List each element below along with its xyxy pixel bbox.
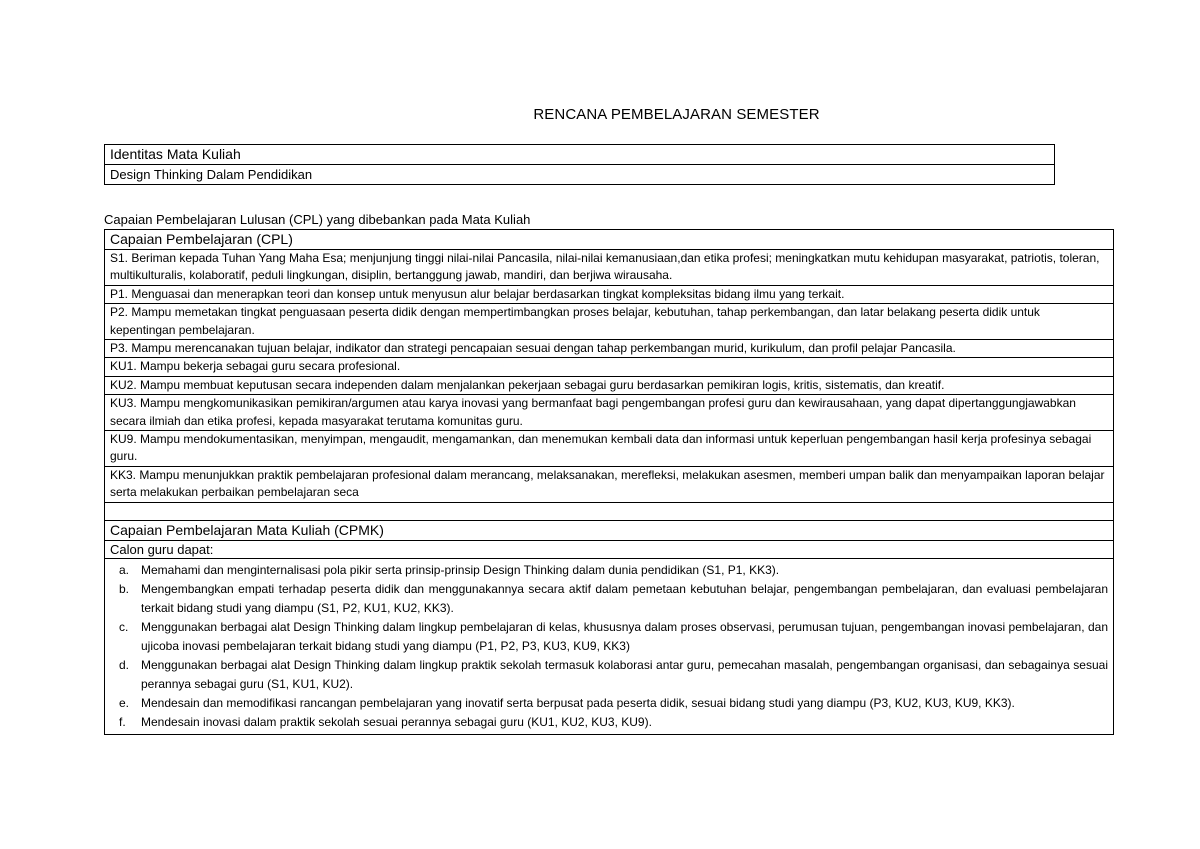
cpl-caption: Capaian Pembelajaran Lulusan (CPL) yang dibebankan pada Mata Kuliah xyxy=(104,212,531,227)
cpl-item-p1: P1. Menguasai dan menerapkan teori dan konsep untuk menyusun alur belajar berdasarkan tingkat kompleksitas bidang ilmu yang terkait. xyxy=(105,285,1114,303)
cpl-item-ku2: KU2. Mampu membuat keputusan secara independen dalam menjalankan pekerjaan sebagai guru berdasarkan pemikiran logis, kritis, sistematis, dan kreatif. xyxy=(105,376,1114,394)
cpmk-item-c xyxy=(109,618,1108,656)
cpl-item-ku9: KU9. Mampu mendokumentasikan, menyimpan, mengaudit, mengamankan, dan menemukan kembali data dan informasi untuk keperluan pengembangan hasil kerja profesinya sebagai guru. xyxy=(105,431,1114,467)
cpl-item-kk3: KK3. Mampu menunjukkan praktik pembelajaran profesional dalam merancang, melaksanakan, merefleksi, melakukan asesmen, memberi umpan balik dan menyampaikan laporan belajar serta melakukan perbaikan pembelajaran seca xyxy=(105,466,1114,502)
cpmk-text: Mendesain inovasi dalam praktik sekolah sesuai perannya sebagai guru (KU1, KU2, KU3, KU9). xyxy=(141,714,652,729)
cpmk-text: Mendesain dan memodifikasi rancangan pembelajaran yang inovatif serta berpusat pada peserta didik, sesuai bidang studi yang diampu (P3, KU2, KU3, KU9, KK3). xyxy=(141,695,1015,710)
document-title: RENCANA PEMBELAJARAN SEMESTER xyxy=(533,106,820,123)
cpmk-text: Menggunakan berbagai alat Design Thinking dalam lingkup pembelajaran di kelas, khususnya dalam proses observasi, perumusan tujuan, pengembangan inovasi pembelajaran, dan ujicoba inovasi pembelajaran terkait bidang studi yang diampu (P1, P2, P3, KU3, KU9, KK3) xyxy=(141,619,1108,653)
cpmk-letter: a. xyxy=(119,562,130,577)
cpmk-header: Capaian Pembelajaran Mata Kuliah (CPMK) xyxy=(105,520,1114,540)
empty-row xyxy=(105,502,1114,520)
cpmk-item-d xyxy=(109,656,1108,694)
cpmk-letter: f. xyxy=(119,714,126,729)
cpl-item-s1: S1. Beriman kepada Tuhan Yang Maha Esa; menjunjung tinggi nilai-nilai Pancasila, nilai-nilai kemanusiaan,dan etika profesi; meningkatkan mutu kehidupan masyarakat, patriotis, toleran, multikulturalis, kolaboratif, peduli lingkungan, disiplin, bertanggung jawab, mandiri, dan berjiwa wirausaha. xyxy=(105,250,1114,286)
identitas-header: Identitas Mata Kuliah xyxy=(105,145,1055,165)
cpmk-letter: c. xyxy=(119,619,129,634)
cpl-item-ku1: KU1. Mampu bekerja sebagai guru secara profesional. xyxy=(105,358,1114,376)
cpmk-list xyxy=(105,558,1114,734)
cpmk-item-a xyxy=(109,561,1108,580)
cpmk-text: Mengembangkan empati terhadap peserta didik dan menggunakannya secara aktif dalam pemetaan kebutuhan belajar, pengembangan pembelajaran, dan evaluasi pembelajaran terkait bidang studi yang diampu (S1, P2, KU1, KU2, KK3). xyxy=(141,581,1108,615)
cpmk-item-f xyxy=(109,713,1108,732)
cpmk-text: Memahami dan menginternalisasi pola pikir serta prinsip-prinsip Design Thinking dalam dunia pendidikan (S1, P1, KK3). xyxy=(141,562,780,577)
cpl-header: Capaian Pembelajaran (CPL) xyxy=(105,230,1114,250)
cpmk-text: Menggunakan berbagai alat Design Thinking dalam lingkup praktik sekolah termasuk kolaborasi antar guru, pemecahan masalah, pengembangan organisasi, dan sebagainya sesuai perannya sebagai guru (S1, KU1, KU2). xyxy=(141,657,1108,691)
cpmk-letter: d. xyxy=(119,657,130,672)
cpl-item-p2: P2. Mampu memetakan tingkat penguasaan peserta didik dengan mempertimbangkan proses belajar, kebutuhan, tahap perkembangan, dan latar belakang peserta didik untuk kepentingan pembelajaran. xyxy=(105,304,1114,340)
cpl-item-ku3: KU3. Mampu mengkomunikasikan pemikiran/argumen atau karya inovasi yang bermanfaat bagi pengembangan profesi guru dan kewirausahaan, yang dapat dipertanggungjawabkan secara ilmiah dan etika profesi, kepada masyarakat terutama komunitas guru. xyxy=(105,395,1114,431)
cpl-item-p3: P3. Mampu merencanakan tujuan belajar, indikator dan strategi pencapaian sesuai dengan tahap perkembangan murid, kurikulum, dan profil pelajar Pancasila. xyxy=(105,340,1114,358)
identitas-table xyxy=(104,144,1055,185)
cpmk-letter: e. xyxy=(119,695,130,710)
cpl-table xyxy=(104,229,1114,735)
course-name: Design Thinking Dalam Pendidikan xyxy=(105,165,1055,185)
cpmk-item-e xyxy=(109,694,1108,713)
cpmk-letter: b. xyxy=(119,581,130,596)
cpmk-item-b xyxy=(109,580,1108,618)
cpmk-intro: Calon guru dapat: xyxy=(105,540,1114,558)
